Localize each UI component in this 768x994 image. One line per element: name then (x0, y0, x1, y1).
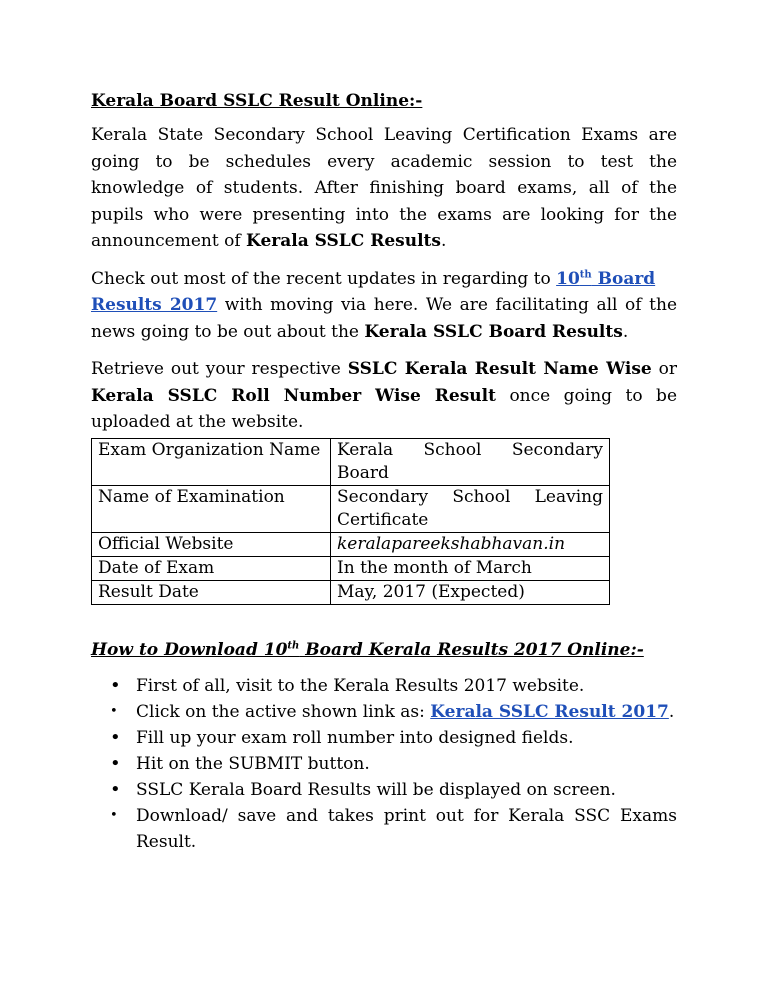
board-results-link-sup: th (579, 268, 592, 280)
updates-end: . (622, 321, 629, 342)
bullet-icon: • (110, 703, 118, 719)
exam-info-table (91, 438, 610, 605)
download-steps-list (91, 673, 677, 855)
step-text: Hit on the SUBMIT button. (136, 753, 370, 774)
how-title-end: Board Kerala Results 2017 Online:- (299, 639, 644, 660)
step-text: Fill up your exam roll number into designed fields. (136, 727, 574, 748)
step-text: First of all, visit to the Kerala Results 2017 website. (136, 675, 585, 696)
retrieve-text-or: or (651, 359, 677, 379)
retrieve-text-start: Retrieve out your respective (91, 359, 348, 379)
how-to-download-title (91, 637, 677, 663)
bullet-icon: • (110, 778, 121, 800)
updates-text-start: Check out most of the recent updates in regarding to (91, 268, 557, 289)
list-item (91, 673, 677, 699)
intro-text: Kerala State Secondary School Leaving Certification Exams are going to be schedules every academic session to test the knowledge of students. After finishing board exams, all of the pupils who were presenting into the exams are looking for the announcement of (91, 125, 677, 251)
retrieve-text-end: once going to be uploaded at the website. (91, 385, 678, 432)
step-text-end: . (668, 701, 675, 722)
document-content (91, 88, 677, 855)
how-title-sup: th (287, 639, 300, 651)
intro-paragraph (91, 122, 677, 255)
table-value (331, 485, 610, 532)
how-title-start: How to Download 10 (91, 639, 288, 660)
list-item (91, 751, 677, 777)
list-item (91, 699, 677, 725)
section-title: Kerala Board SSLC Result Online:- (91, 91, 423, 111)
updates-paragraph (91, 266, 677, 346)
table-label: Date of Exam (92, 556, 331, 580)
list-item (91, 725, 677, 751)
updates-text-mid: with moving via here. We are facilitating all of the news going to be out about the (91, 295, 678, 342)
retrieve-bold-name-wise: SSLC Kerala Result Name Wise (347, 359, 652, 379)
step-text: Click on the active shown link as: (136, 701, 431, 722)
list-item (91, 777, 677, 803)
list-item (91, 803, 677, 855)
retrieve-paragraph (91, 356, 677, 436)
table-row (92, 556, 610, 580)
table-label: Official Website (92, 532, 331, 556)
table-row (92, 485, 610, 532)
official-website-value: keralapareekshabhavan.in (331, 532, 610, 556)
bullet-icon: • (110, 752, 121, 774)
kerala-sslc-result-link[interactable]: Kerala SSLC Result 2017 (430, 701, 669, 722)
board-results-link-word: Board (591, 268, 656, 289)
step-text: SSLC Kerala Board Results will be displayed on screen. (136, 779, 616, 800)
intro-end: . (440, 231, 447, 251)
updates-bold-board-results: Kerala SSLC Board Results (364, 321, 623, 342)
bullet-icon: • (110, 807, 118, 823)
table-value: Kerala School Secondary Board (331, 438, 610, 485)
table-row (92, 532, 610, 556)
table-value-line2: Certificate (337, 509, 429, 530)
retrieve-bold-roll-wise: Kerala SSLC Roll Number Wise Result (91, 385, 496, 406)
table-row (92, 580, 610, 604)
table-label: Name of Examination (92, 485, 331, 532)
bullet-icon: • (110, 726, 121, 748)
table-value-line1: Secondary School Leaving (337, 486, 603, 507)
table-label: Result Date (92, 580, 331, 604)
table-label: Exam Organization Name (92, 438, 331, 485)
board-results-link-num: 10 (556, 268, 580, 289)
table-value: May, 2017 (Expected) (331, 580, 610, 604)
bullet-icon: • (110, 674, 121, 696)
step-text: Download/ save and takes print out for Kerala SSC Exams Result. (136, 805, 677, 852)
table-value: In the month of March (331, 556, 610, 580)
table-row (92, 438, 610, 485)
intro-bold-kerala-sslc-results: Kerala SSLC Results (246, 231, 441, 251)
board-results-link-year: Results 2017 (91, 295, 218, 315)
